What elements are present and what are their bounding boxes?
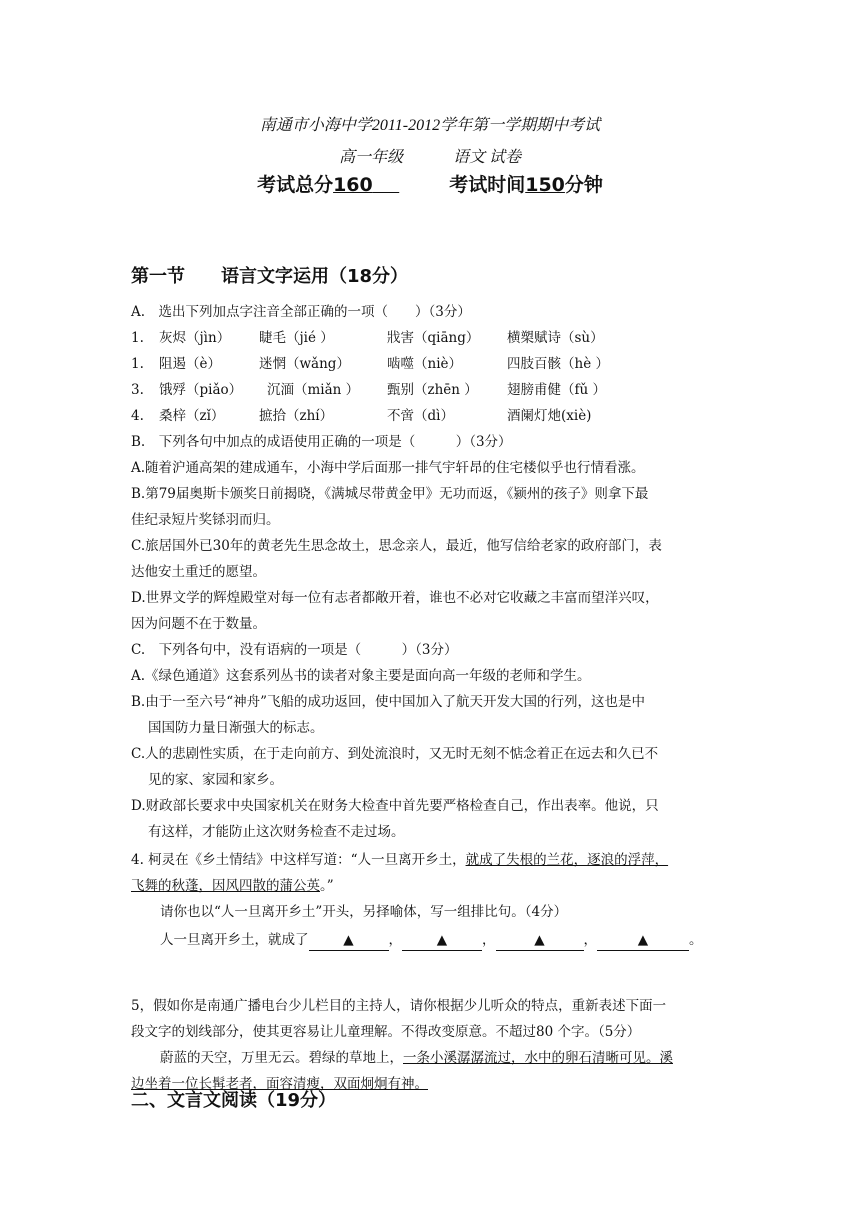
question-5-passage: 蔚蓝的天空，万里无云。碧绿的草地上，一条小溪潺潺流过，水中的卵石清晰可见。溪 (160, 1050, 673, 1066)
answer-blank[interactable]: ▲ (402, 930, 482, 951)
question-a-option-row: 3. 饿殍（piǎo） 沉湎（miǎn ） 甄别（zhēn ） 翅膀甫健（fǔ ） (131, 382, 606, 398)
question-4-quote: 4. 柯灵在《乡土情结》中这样写道：“人一旦离开乡土，就成了失根的兰花，逐浪的浮萍， (131, 852, 669, 868)
question-c-option: B.由于一至六号“神舟”飞船的成功返回，使中国加入了航天开发大国的行列，这也是中 (131, 694, 646, 710)
answer-blank[interactable]: ▲ (597, 930, 689, 951)
question-b-option: 达他安土重迁的愿望。 (131, 564, 266, 580)
exam-meta (0, 170, 860, 197)
subject-label: 语文 试卷 (453, 149, 522, 166)
question-c-option: 有这样，才能防止这次财务检查不走过场。 (148, 824, 405, 840)
question-c-option: A.《绿色通道》这套系列丛书的读者对象主要是面向高一年级的老师和学生。 (131, 668, 591, 684)
question-c-option: D.财政部长要求中央国家机关在财务大检查中首先要严格检查自己，作出表率。他说，只 (131, 798, 659, 814)
question-5-stem: 5，假如你是南通广播电台少儿栏目的主持人，请你根据少儿听众的特点，重新表述下面一 (131, 998, 667, 1014)
score-value: 160 (333, 174, 373, 196)
question-b-stem: B. 下列各句中加点的成语使用正确的一项是（ ）（3分） (131, 434, 512, 450)
question-b-option: C.旅居国外已30年的黄老先生思念故土，思念亲人，最近，他写信给老家的政府部门，表 (131, 538, 662, 554)
time-value: 150 (525, 174, 565, 196)
question-b-option: 因为问题不在于数量。 (131, 616, 266, 632)
question-a-option-row: 4. 桑梓（zǐ） 摭拾（zhí） 不啻（dì） 酒阑灯灺(xiè) (131, 408, 592, 424)
answer-blank[interactable]: ▲ (309, 930, 389, 951)
answer-blank[interactable]: ▲ (496, 930, 584, 951)
question-4-answer-line: 人一旦离开乡土，就成了 ▲ ， ▲ ， ▲ ， ▲ 。 (160, 930, 703, 951)
question-b-option: A.随着沪通高架的建成通车，小海中学后面那一排气宇轩昂的住宅楼似乎也行情看涨。 (131, 460, 645, 476)
question-b-option: D.世界文学的辉煌殿堂对每一位有志者都敞开着，谁也不必对它收藏之丰富而望洋兴叹， (131, 590, 659, 606)
grade-label: 高一年级 (338, 149, 403, 166)
exam-subtitle (0, 144, 860, 167)
score-label: 考试总分 (257, 174, 334, 196)
question-4-quote-cont: 飞舞的秋蓬，因风四散的蒲公英。” (131, 878, 334, 894)
section-2-title: 二、文言文阅读（19分） (131, 1090, 337, 1111)
question-c-stem: C. 下列各句中，没有语病的一项是（ ）（3分） (131, 642, 458, 658)
section-1-title: 第一节 语言文字运用（18分） (131, 266, 409, 287)
question-b-option: 佳纪录短片奖铩羽而归。 (131, 512, 280, 528)
question-a-option-row: 1. 灰烬（jìn） 睫毛（jié ） 戕害（qiāng） 横槊赋诗（sù） (131, 330, 604, 346)
question-5-stem-cont: 段文字的划线部分，使其更容易让儿童理解。不得改变原意。不超过80 个字。（5分） (131, 1024, 641, 1040)
question-a-stem: A. 选出下列加点字注音全部正确的一项（ ）（3分） (131, 304, 471, 320)
question-5-passage-cont: 边坐着一位长髯老者，面容清瘦，双面炯炯有神。 (131, 1076, 428, 1092)
question-c-option: C.人的悲剧性实质，在于走向前方、到处流浪时，又无时无刻不惦念着正在远去和久已不 (131, 746, 659, 762)
time-label: 考试时间 (449, 174, 526, 196)
question-a-option-row: 1. 阻遏（è） 迷惘（wǎng） 啮噬（niè） 四肢百骸（hè ） (131, 356, 609, 372)
exam-title: 南通市小海中学2011-2012学年第一学期期中考试 (259, 117, 601, 134)
question-c-option: 国国防力量日渐强大的标志。 (148, 720, 324, 736)
question-c-option: 见的家、家园和家乡。 (148, 772, 283, 788)
question-b-option: B.第79届奥斯卡颁奖日前揭晓，《满城尽带黄金甲》无功而返，《颍州的孩子》则拿下最 (131, 486, 649, 502)
time-unit: 分钟 (564, 174, 603, 196)
question-4-instruction: 请你也以“人一旦离开乡土”开头，另择喻体，写一组排比句。（4分） (160, 904, 568, 920)
